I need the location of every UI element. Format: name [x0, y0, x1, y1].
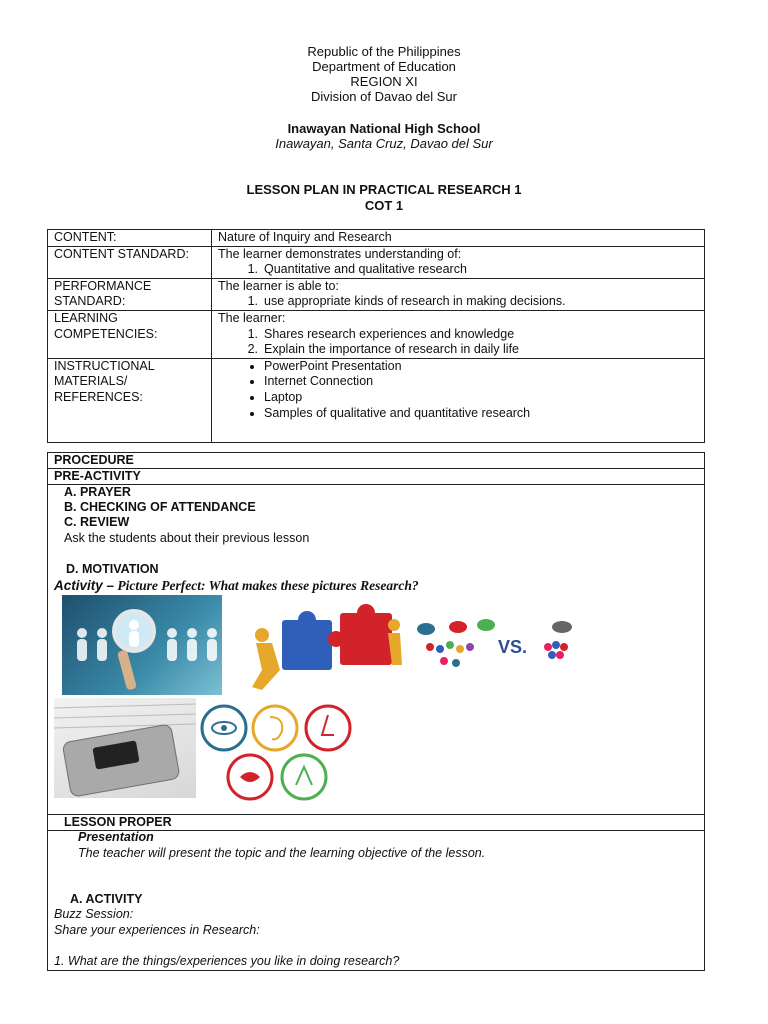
lesson-plan-subtitle: COT 1 [364, 198, 404, 213]
puzzle-pieces-image [232, 595, 404, 697]
crowd-versus-image [416, 619, 580, 677]
motivation-activity: Activity – Picture Perfect: What makes these pictures Research? [54, 578, 419, 593]
list-item: • Samples of qualitative and quantitative research [264, 406, 698, 422]
lesson-plan-title: LESSON PLAN IN PRACTICAL RESEARCH 1 [246, 182, 522, 197]
row-instructional-materials [48, 358, 705, 442]
content-standard-label: CONTENT STANDARD: [48, 246, 212, 278]
standards-table [47, 229, 705, 443]
header-department: Department of Education [312, 59, 456, 74]
share-experiences-text: Share your experiences in Research: [54, 923, 260, 937]
header-region: REGION XI [350, 74, 418, 89]
list-item: • PowerPoint Presentation [264, 359, 698, 375]
pre-activity-heading: PRE-ACTIVITY [54, 469, 141, 483]
learning-competencies-intro: The learner: [218, 310, 286, 325]
learning-competencies-label: LEARNING COMPETENCIES: [48, 310, 212, 358]
header-division: Division of Davao del Sur [311, 89, 457, 104]
list-item: • Laptop [264, 390, 698, 406]
list-item: 1. use appropriate kinds of research in making decisions. [247, 294, 566, 309]
review-heading: C. REVIEW [64, 515, 130, 529]
content-standard-intro: The learner demonstrates understanding of: [218, 246, 462, 261]
performance-standard-intro: The learner is able to: [218, 278, 339, 293]
review-text: Ask the students about their previous lesson [64, 531, 310, 545]
presentation-heading: Presentation [78, 830, 154, 844]
row-content-standard [48, 246, 705, 278]
header-republic: Republic of the Philippines [307, 44, 461, 59]
performance-standard-label: PERFORMANCE STANDARD: [48, 278, 212, 310]
school-address: Inawayan, Santa Cruz, Davao del Sur [275, 136, 493, 151]
motivation-heading: D. MOTIVATION [66, 562, 159, 576]
content-label: CONTENT: [48, 230, 212, 247]
lesson-proper-heading: LESSON PROPER [64, 815, 172, 829]
question-1-text: 1. What are the things/experiences you like in doing research? [54, 954, 400, 968]
activity-heading: A. ACTIVITY [70, 892, 143, 906]
list-item: 1. Quantitative and qualitative research [247, 262, 467, 277]
attendance-heading: B. CHECKING OF ATTENDANCE [64, 500, 256, 514]
procedure-heading: PROCEDURE [54, 453, 134, 467]
prayer-heading: A. PRAYER [64, 485, 131, 499]
buzz-session-text: Buzz Session: [54, 907, 134, 921]
vs-label: VS. [498, 637, 528, 657]
row-performance-standard [48, 278, 705, 310]
people-magnifier-image [62, 595, 222, 695]
school-name: Inawayan National High School [287, 121, 481, 136]
row-content [48, 230, 705, 247]
list-item: 2. Explain the importance of research in daily life [247, 342, 519, 357]
voice-recorder-image [54, 698, 196, 798]
row-learning-competencies [48, 310, 705, 358]
list-item: 1. Shares research experiences and knowledge [247, 326, 515, 341]
instructional-materials-label: INSTRUCTIONAL MATERIALS/ REFERENCES: [48, 358, 212, 442]
list-item: • Internet Connection [264, 374, 698, 390]
five-senses-image [200, 703, 358, 803]
materials-list [218, 359, 698, 421]
presentation-text: The teacher will present the topic and the learning objective of the lesson. [78, 846, 486, 860]
procedure-box [47, 452, 705, 971]
content-value: Nature of Inquiry and Research [212, 230, 705, 247]
